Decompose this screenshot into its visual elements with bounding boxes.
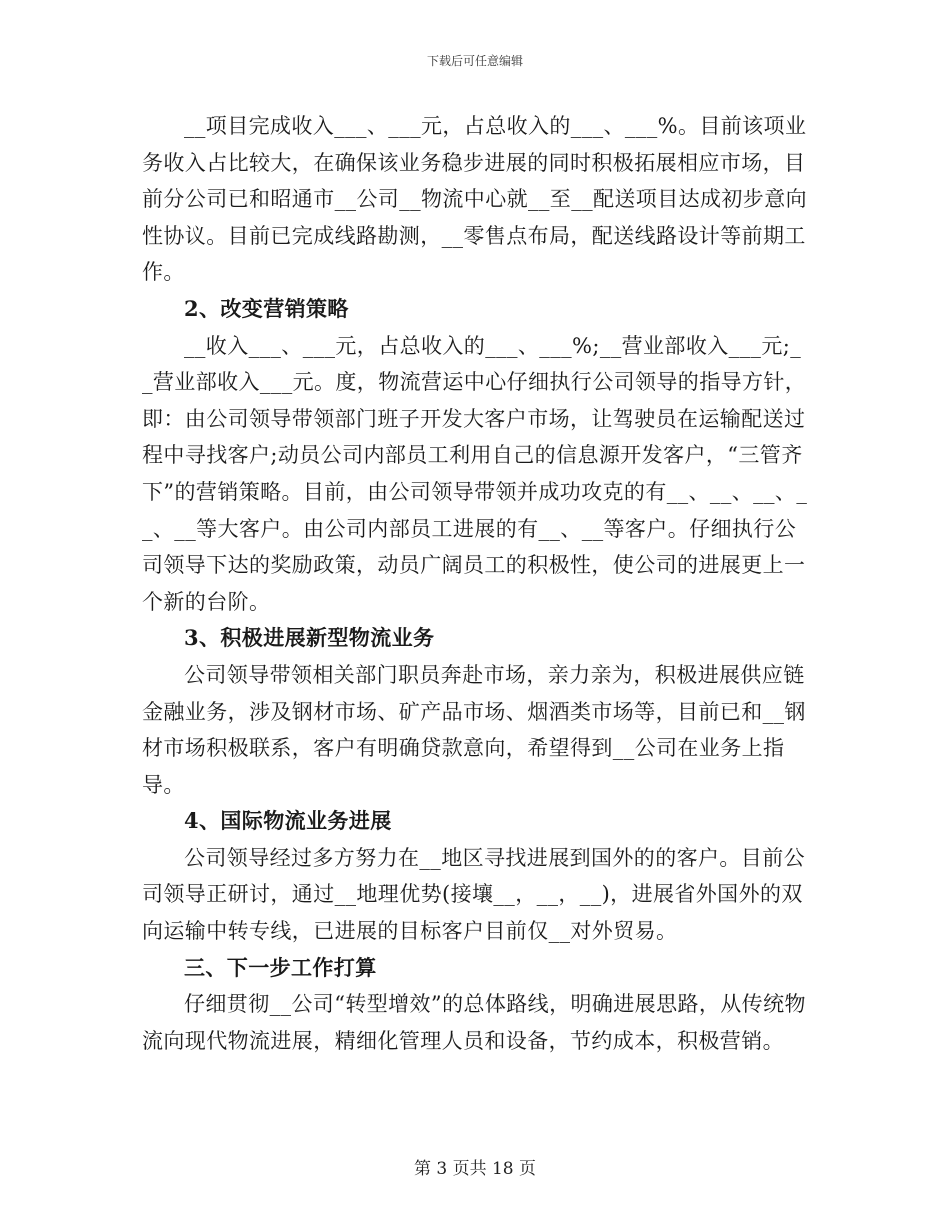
heading-marketing-strategy: 2、改变营销策略 xyxy=(184,295,349,321)
paragraph-new-logistics: 公司领导带领相关部门职员奔赴市场，亲力亲为，积极进展供应链金融业务，涉及钢材市场、矿产品市场、烟酒类市场等，目前已和__钢材市场积极联系，客户有明确贷款意向，希望得到__公司在业务上指导。 xyxy=(142,662,806,797)
paragraph-marketing-strategy: __收入___、___元，占总收入的___、___%;__营业部收入___元;__营业部收入___元。度，物流营运中心仔细执行公司领导的指导方针，即：由公司领导带领部门班子开发大客户市场，让驾驶员在运输配送过程中寻找客户;动员公司内部员工利用自己的信息源开发客户，“三管齐下”的营销策略。目前，由公司领导带领并成功攻克的有__、__、__、__、__等大客户。由公司内部员工进展的有__、__等客户。仔细执行公司领导下达的奖励政策，动员广阔员工的积极性，使公司的进展更上一个新的台阶。 xyxy=(142,333,808,614)
heading-new-logistics: 3、积极进展新型物流业务 xyxy=(184,625,435,651)
page-number: 第 3 页共 18 页 xyxy=(413,1159,537,1179)
page-header-note: 下载后可任意编辑 xyxy=(426,54,523,68)
paragraph-next-plan: 仔细贯彻__公司“转型增效”的总体路线，明确进展思路，从传统物流向现代物流进展，精细化管理人员和设备，节约成本，积极营销。 xyxy=(142,992,806,1053)
heading-international-logistics: 4、国际物流业务进展 xyxy=(184,808,392,834)
paragraph-international-logistics: 公司领导经过多方努力在__地区寻找进展到国外的的客户。目前公司领导正研讨，通过__地理优势(接壤__，__，__)，进展省外国外的双向运输中转专线，已进展的目标客户目前仅__对外贸易。 xyxy=(142,845,805,944)
paragraph-project-revenue: __项目完成收入___、___元，占总收入的___、___%。目前该项业务收入占比较大，在确保该业务稳步进展的同时积极拓展相应市场，目前分公司已和昭通市__公司__物流中心就__至__配送项目达成初步意向性协议。目前已完成线路勘测，__零售点布局，配送线路设计等前期工作。 xyxy=(142,114,807,285)
document-body xyxy=(142,108,810,1059)
heading-next-plan: 三、下一步工作打算 xyxy=(184,954,377,980)
